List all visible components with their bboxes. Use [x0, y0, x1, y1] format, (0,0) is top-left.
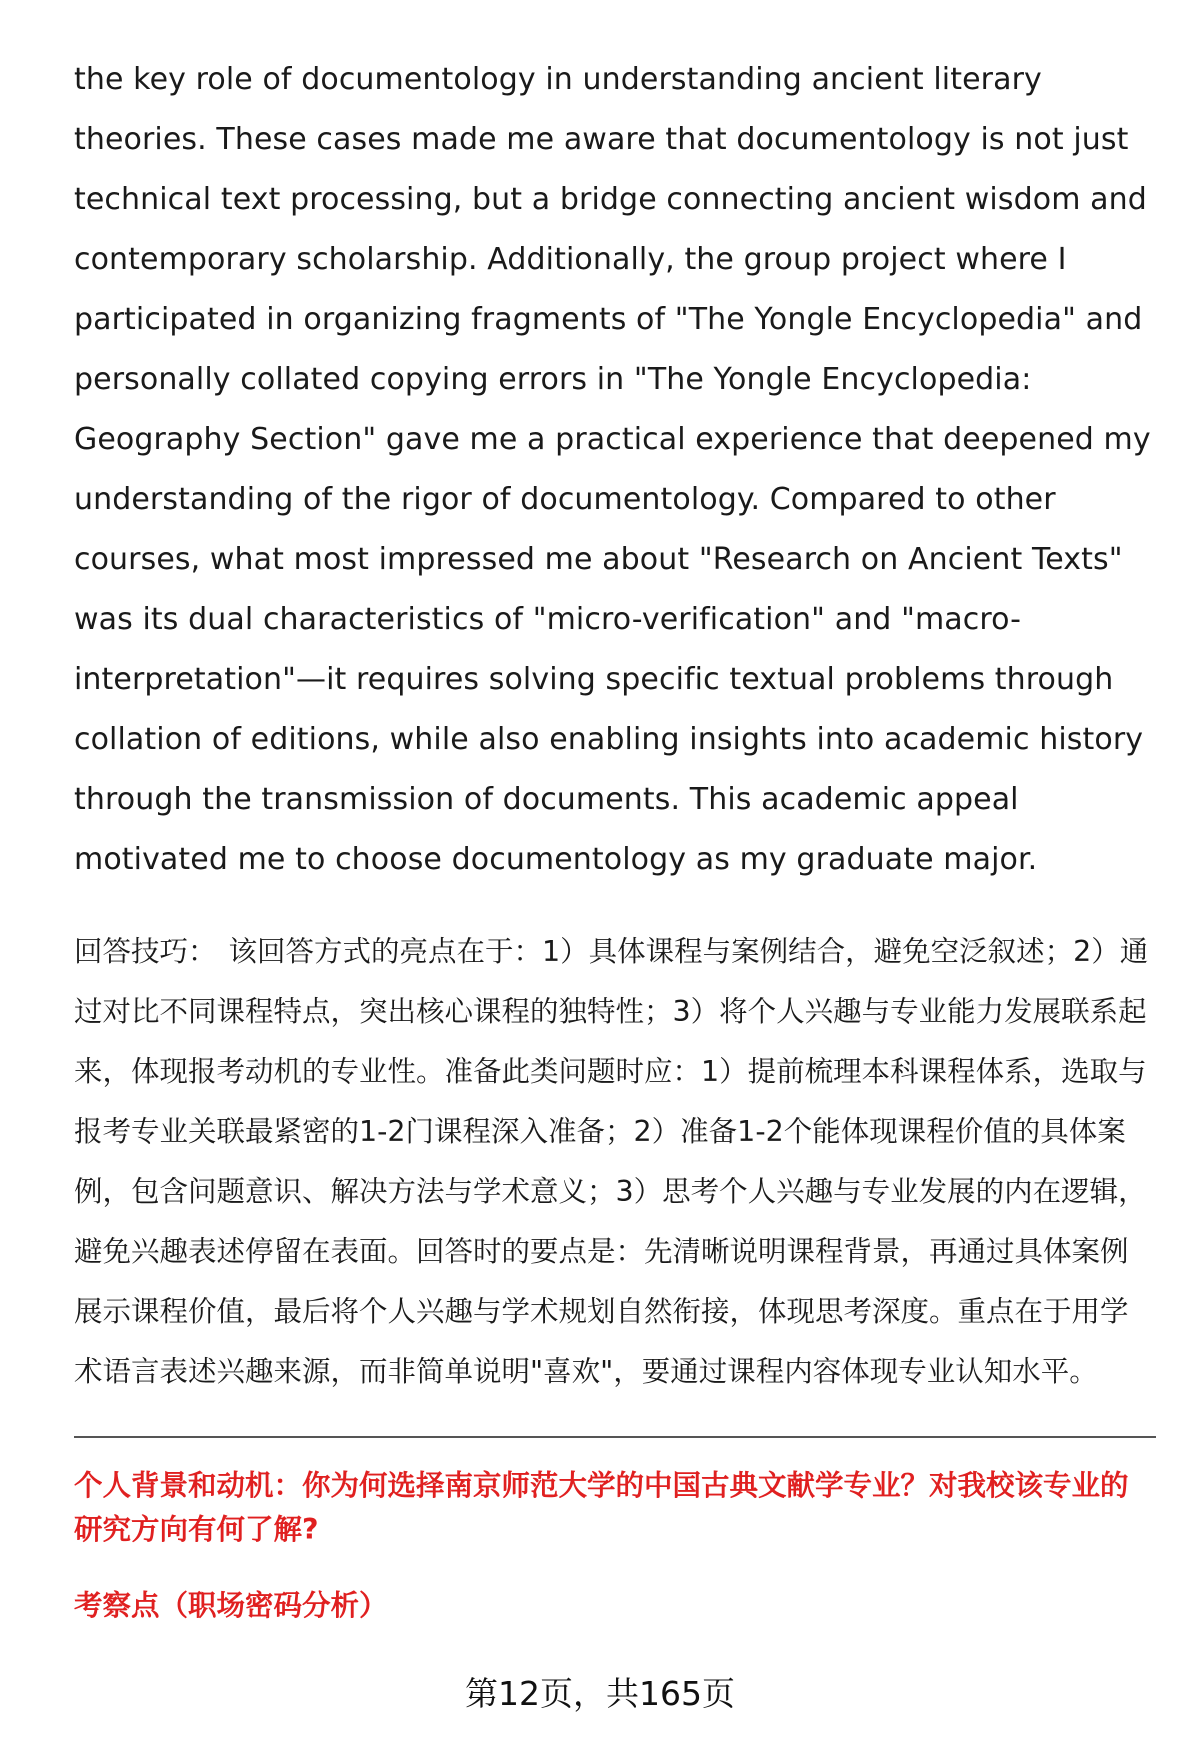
- answer-tips-block: [74, 922, 1156, 1402]
- english-answer-paragraph: the key role of documentology in understanding ancient literary theories. These cases made me aware that documentology is not just technical text processing, but a bridge connecting ancient wisdom and contemporary scholarship. Additionally, the group project where I participated in organizing fragments of "The Yongle Encyclopedia" and personally collated copying errors in "The Yongle Encyclopedia: Geography Section" gave me a practical experience that deepened my understanding of the rigor of documentology. Compared to other courses, what most impressed me about "Research on Ancient Texts" was its dual characteristics of "micro-verification" and "macro-interpretation"—it requires solving specific textual problems through collation of editions, while also enabling insights into academic history through the transmission of documents. This academic appeal motivated me to choose documentology as my graduate major.: [74, 62, 1151, 877]
- answer-tips-text: 该回答方式的亮点在于：1）具体课程与案例结合，避免空泛叙述；2）通过对比不同课程特点，突出核心课程的独特性；3）将个人兴趣与专业能力发展联系起来，体现报考动机的专业性。准备此类问题时应：1）提前梳理本科课程体系，选取与报考专业关联最紧密的1-2门课程深入准备；2）准备1-2个能体现课程价值的具体案例，包含问题意识、解决方法与学术意义；3）思考个人兴趣与专业发展的内在逻辑，避免兴趣表述停留在表面。回答时的要点是：先清晰说明课程背景，再通过具体案例展示课程价值，最后将个人兴趣与学术规划自然衔接，体现思考深度。重点在于用学术语言表述兴趣来源，而非简单说明"喜欢"，要通过课程内容体现专业认知水平。: [74, 935, 1149, 1388]
- interview-question-heading: 个人背景和动机：你为何选择南京师范大学的中国古典文献学专业？对我校该专业的研究方向有何了解?: [74, 1469, 1129, 1546]
- page-number-footer: 第12页，共165页: [465, 1674, 735, 1713]
- section-divider: [74, 1436, 1156, 1438]
- assessment-point-heading: 考察点（职场密码分析）: [74, 1589, 388, 1622]
- document-page: [74, 50, 1156, 1628]
- answer-tips-label: 回答技巧：: [74, 935, 217, 968]
